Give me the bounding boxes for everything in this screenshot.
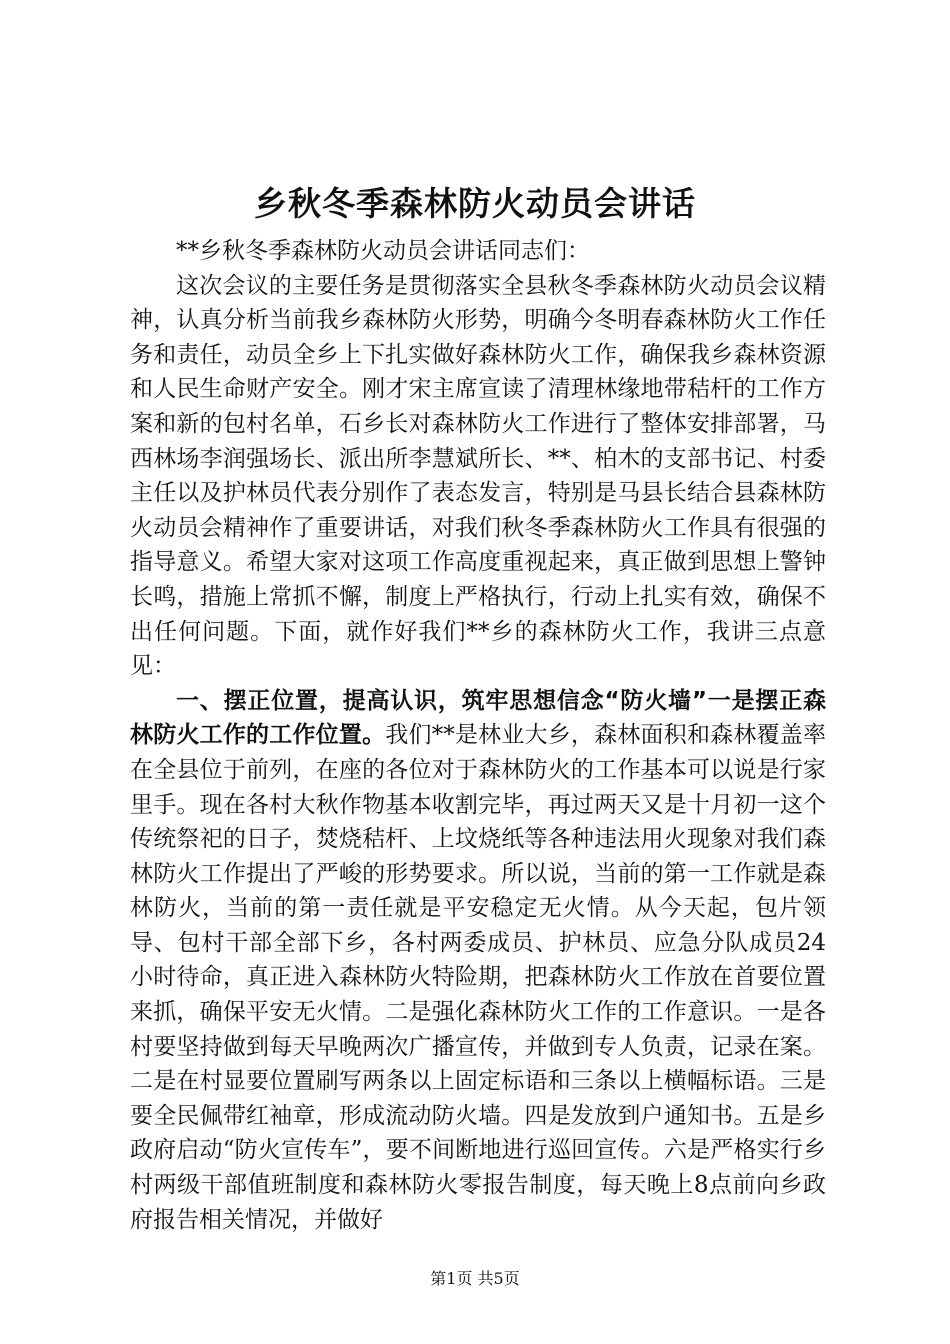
page-footer: 第1页 共5页 bbox=[430, 1269, 520, 1288]
body-paragraph: 这次会议的主要任务是贯彻落实全县秋冬季森林防火动员会议精神，认真分析当前我乡森林防火形势，明确今冬明春森林防火工作任务和责任，动员全乡上下扎实做好森林防火工作，确保我乡森林资源和人民生命财产安全。刚才宋主席宣读了清理林缘地带秸杆的工作方案和新的包村名单，石乡长对森林防火工作进行了整体安排部署，马西林场李润强场长、派出所李慧斌所长、**、柏木的支部书记、村委主任以及护林员代表分别作了表态发言，特别是马县长结合县森林防火动员会精神作了重要讲话，对我们秋冬季森林防火工作具有很强的指导意义。希望大家对这项工作高度重视起来，真正做到思想上警钟长鸣，措施上常抓不懈，制度上严格执行，行动上扎实有效，确保不出任何问题。下面，就作好我们**乡的森林防火工作，我讲三点意见： bbox=[130, 272, 826, 680]
document-title: 乡秋冬季森林防火动员会讲话 bbox=[254, 184, 696, 223]
section-heading: 一、摆正位置，提高认识，筑牢思想信念“防火墙”一是摆正森林防火工作的工作位置。 bbox=[130, 687, 826, 749]
document-body bbox=[130, 234, 826, 1237]
section-paragraph bbox=[130, 684, 826, 1238]
section-body: 我们**是林业大乡，森林面积和森林覆盖率在全县位于前列，在座的各位对于森林防火的工作基本可以说是行家里手。现在各村大秋作物基本收割完毕，再过两天又是十月初一这个传统祭祀的日子，焚烧秸杆、上坟烧纸等各种违法用火现象对我们森林防火工作提出了严峻的形势要求。所以说，当前的第一工作就是森林防火，当前的第一责任就是平安稳定无火情。从今天起，包片领导、包村干部全部下乡，各村两委成员、护林员、应急分队成员24小时待命，真正进入森林防火特险期，把森林防火工作放在首要位置来抓，确保平安无火情。二是强化森林防火工作的工作意识。一是各村要坚持做到每天早晚两次广播宣传，并做到专人负责，记录在案。二是在村显要位置刷写两条以上固定标语和三条以上横幅标语。三是要全民佩带红袖章，形成流动防火墙。四是发放到户通知书。五是乡政府启动“防火宣传车”，要不间断地进行巡回宣传。六是严格实行乡村两级干部值班制度和森林防火零报告制度，每天晚上8点前向乡政府报告相关情况，并做好 bbox=[130, 722, 827, 1233]
greeting-paragraph: **乡秋冬季森林防火动员会讲话同志们： bbox=[176, 238, 590, 264]
